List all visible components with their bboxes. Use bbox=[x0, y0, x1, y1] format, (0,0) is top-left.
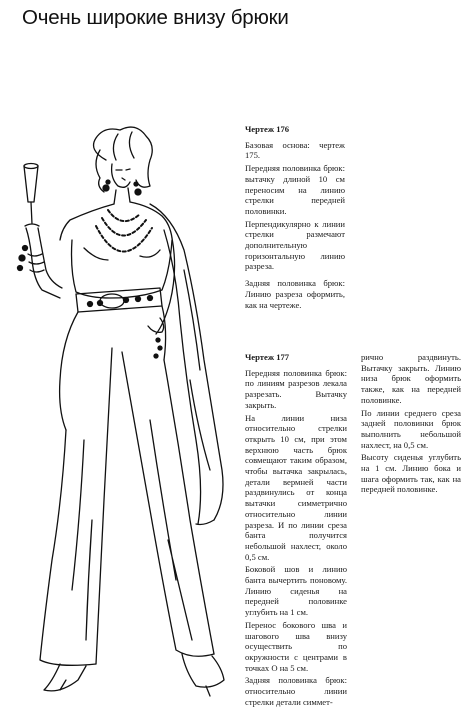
draft-176-section bbox=[245, 124, 345, 312]
draft-176-heading: Чертеж 176 bbox=[245, 124, 290, 134]
draft-177-column-1 bbox=[245, 352, 347, 710]
draft-177-paragraph: Передняя половинка брюк: по линиям разрезов лекала разрезать. Вытачку закрыть. bbox=[245, 367, 347, 410]
draft-177-paragraph: Задняя половинка брюк: относительно линии стрелки детали симмет- bbox=[245, 675, 347, 707]
draft-176-front: Передняя половинка брюк: вытачку длиной 10 см переносим на линию стрелки передней половинки. bbox=[245, 163, 345, 216]
draft-177-paragraph: Высоту сиденья углубить на 1 см. Линию бока и шага оформить так, как на передней половинке. bbox=[361, 452, 461, 495]
page-title: Очень широкие внизу брюки bbox=[22, 6, 289, 29]
draft-176-back: Задняя половинка брюк: Линию разреза оформить, как на чертеже. bbox=[245, 278, 345, 310]
draft-177-heading: Чертеж 177 bbox=[245, 352, 290, 362]
draft-177-paragraph: По линии среднего среза задней половинки брюк выполнить небольшой нахлест, на 0,5 см. bbox=[361, 407, 461, 450]
draft-177-paragraph: На линии низа относительно стрелки открыть 10 см, при этом верхнюю часть брюк совмещают таким образом, чтобы вытачка закрылась, детали вермней части раздвинулись от конца вытачки симметрично относительно линии разреза. И по линии среза банта получится небольшой нахлест, около 0,5 см. bbox=[245, 412, 347, 562]
draft-176-base: Базовая основа: чертеж 175. bbox=[245, 139, 345, 161]
draft-177-paragraph: Боковой шов и линию банта вычертить поновому. Линию сиденья на передней половинке углубить на 1 см. bbox=[245, 564, 347, 618]
draft-177-paragraph: рично раздвинуть. Вытачку закрыть. Линию низа брюк оформить также, как на передней половинке. bbox=[361, 352, 461, 405]
fashion-illustration bbox=[0, 120, 240, 699]
fashion-sketch-woman-in-wide-trousers-icon bbox=[0, 120, 240, 699]
draft-176-perpendicular: Перпендикулярно к линии стрелки размечают дополнительную горизонтальную линию разреза. bbox=[245, 218, 345, 272]
draft-177-paragraph: Перенос бокового шва и шагового шва внизу осуществить по окружности с центрами в точках О на 5 см. bbox=[245, 619, 347, 673]
draft-177-column-2 bbox=[361, 352, 461, 497]
